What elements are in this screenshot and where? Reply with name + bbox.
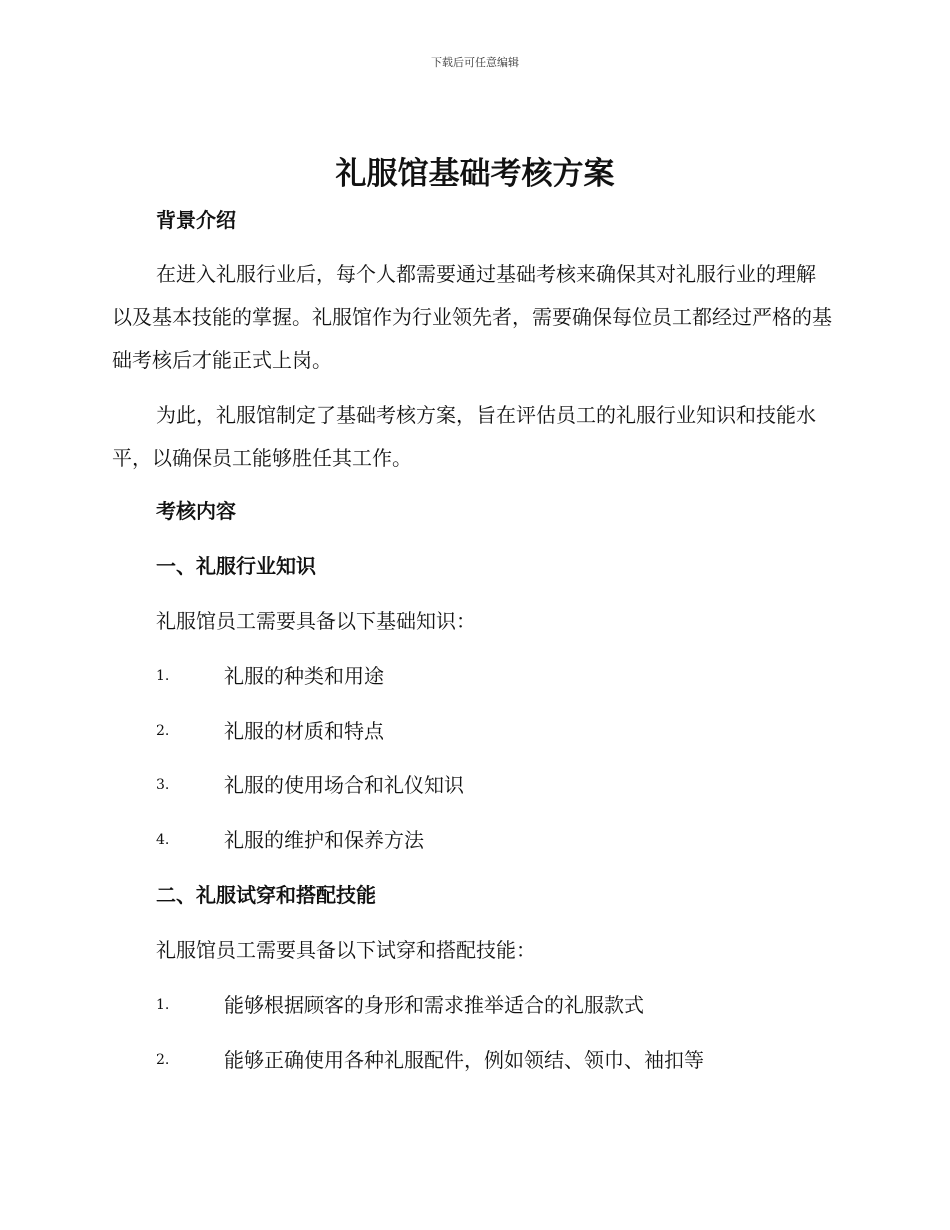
list-item-number: 2. <box>156 723 170 739</box>
list-item: 礼服的维护和保养方法 <box>224 828 424 852</box>
paragraph-background-1: 在进入礼服行业后，每个人都需要通过基础考核来确保其对礼服行业的理解以及基本技能的掌握。礼服馆作为行业领先者，需要确保每位员工都经过严格的基础考核后才能正式上岗。 <box>112 262 832 372</box>
paragraph-background-2: 为此，礼服馆制定了基础考核方案，旨在评估员工的礼服行业知识和技能水平，以确保员工能够胜任其工作。 <box>112 403 816 470</box>
heading-background: 背景介绍 <box>156 208 236 232</box>
part1-intro: 礼服馆员工需要具备以下基础知识： <box>156 609 476 633</box>
heading-part2: 二、礼服试穿和搭配技能 <box>156 883 376 907</box>
list-item-number: 1. <box>156 668 170 684</box>
heading-part1: 一、礼服行业知识 <box>156 554 316 578</box>
heading-content: 考核内容 <box>156 499 236 523</box>
list-item: 礼服的种类和用途 <box>224 664 384 688</box>
list-item: 能够根据顾客的身形和需求推举适合的礼服款式 <box>224 993 644 1017</box>
part2-intro: 礼服馆员工需要具备以下试穿和搭配技能： <box>156 938 536 962</box>
document-title: 礼服馆基础考核方案 <box>335 156 615 192</box>
list-item: 礼服的使用场合和礼仪知识 <box>224 773 464 797</box>
list-item: 能够正确使用各种礼服配件，例如领结、领巾、袖扣等 <box>224 1048 704 1072</box>
list-item-number: 3. <box>156 777 170 793</box>
header-note: 下载后可任意编辑 <box>431 56 519 69</box>
list-item-number: 2. <box>156 1052 170 1068</box>
list-item-number: 4. <box>156 832 170 848</box>
list-item: 礼服的材质和特点 <box>224 719 384 743</box>
list-item-number: 1. <box>156 997 170 1013</box>
